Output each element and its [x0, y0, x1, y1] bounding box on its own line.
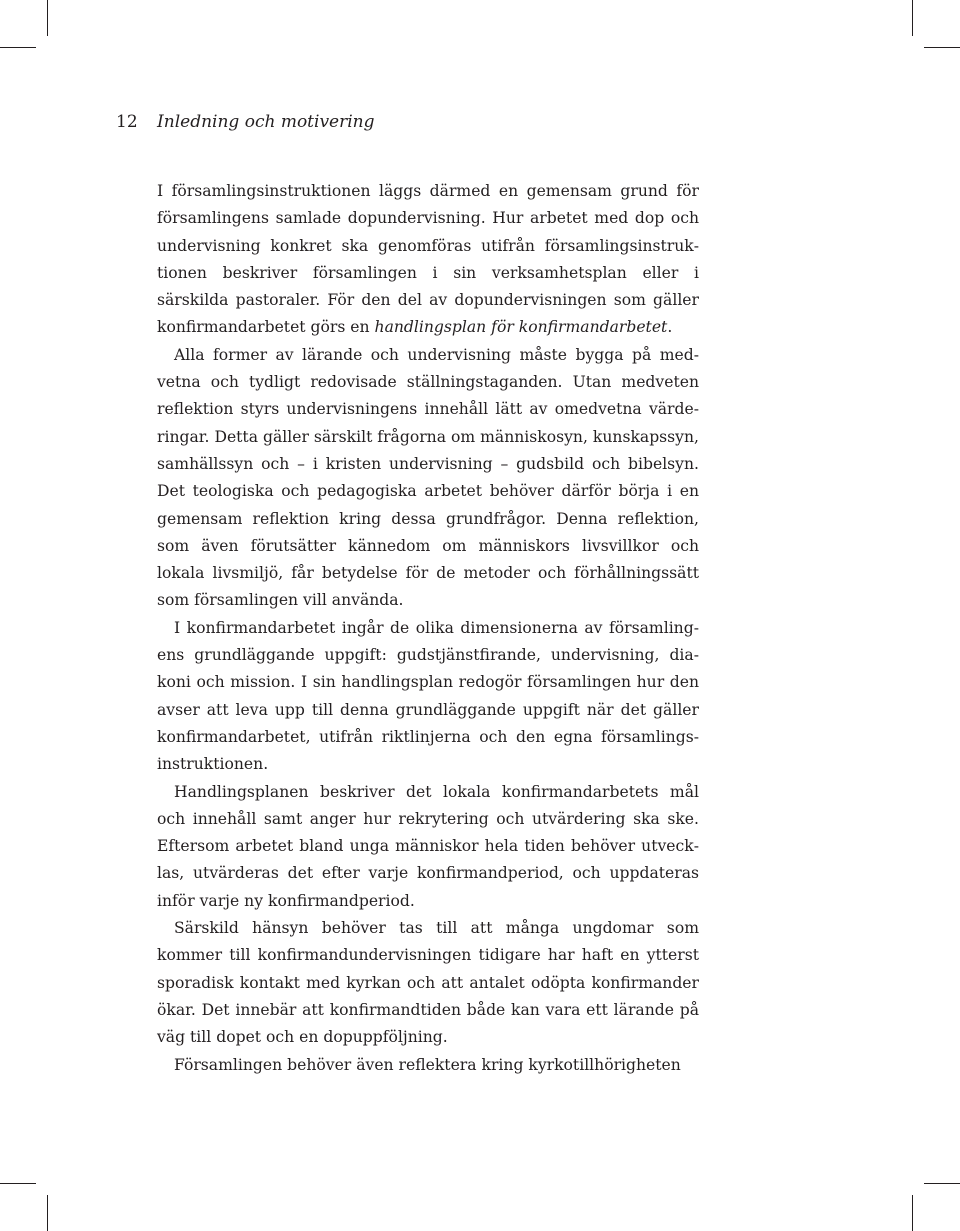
crop-mark-top-right-horizontal	[924, 47, 960, 48]
paragraph-4: Handlingsplanen beskriver det lokala konfirmandarbetets mål och innehåll samt anger hur rekrytering och utvärdering ska ske. Eftersom arbetet bland unga människor hela tiden behöver utvecklas, utvärderas det efter varje konfirmandperiod, och uppdateras inför varje ny konfirmandperiod.	[157, 782, 699, 910]
crop-mark-top-right-vertical	[912, 0, 913, 36]
crop-mark-top-left-horizontal	[0, 47, 36, 48]
paragraph-5: Särskild hänsyn behöver tas till att många ungdomar som kommer till konfirmandundervisningen tidigare har haft en ytterst sporadisk kontakt med kyrkan och att antalet odöpta konfirmander ökar. Det innebär att konfirmandtiden både kan vara ett lärande på väg till dopet och en dopuppföljning.	[157, 919, 699, 1047]
crop-mark-bottom-left-horizontal	[0, 1183, 36, 1184]
crop-mark-top-left-vertical	[47, 0, 48, 36]
running-head	[116, 112, 375, 132]
chapter-title: Inledning och motivering	[157, 112, 375, 132]
crop-mark-bottom-left-vertical	[47, 1195, 48, 1231]
crop-mark-bottom-right-vertical	[912, 1195, 913, 1231]
paragraph-3: I konfirmandarbetet ingår de olika dimensionerna av församlingens grundläggande uppgift: gudstjänstfirande, undervisning, diakoni och mission. I sin handlingsplan redogör församlingen hur den avser att leva upp till denna grundläggande uppgift när det gäller konfirmandarbetet, utifrån riktlinjerna och den egna församlingsinstruktionen.	[157, 618, 699, 774]
body-text	[157, 178, 699, 1079]
paragraph-6: Församlingen behöver även reflektera kring kyrkotillhörigheten	[174, 1055, 681, 1074]
paragraph-1-end: .	[667, 318, 673, 337]
paragraph-1	[157, 178, 699, 342]
paragraph-1-emphasis: handlingsplan för konfirmandarbetet	[374, 318, 668, 337]
paragraph-1-text: I församlingsinstruktionen läggs därmed en gemensam grund för församlingens samlade dopundervisning. Hur arbetet med dop och undervisning konkret ska genomföras utifrån församlingsinstruktionen beskriver församlingen i sin verksamhetsplan eller i särskilda pastoraler. För den del av dopundervisningen som gäller konfirmandarbetet görs en	[157, 182, 699, 337]
paragraph-2: Alla former av lärande och undervisning måste bygga på medvetna och tydligt redovisade ställningstaganden. Utan medveten reflektion styrs undervisningens innehåll lätt av omedvetna värderingar. Detta gäller särskilt frågorna om människosyn, kunskapssyn, samhällssyn och – i kristen undervisning – gudsbild och bibelsyn. Det teologiska och pedagogiska arbetet behöver därför börja i en gemensam reflektion kring dessa grundfrågor. Denna reflektion, som även förutsätter kännedom om människors livsvillkor och lokala livsmiljö, får betydelse för de metoder och förhållningssätt som församlingen vill använda.	[157, 345, 699, 610]
crop-mark-bottom-right-horizontal	[924, 1183, 960, 1184]
page-number: 12	[116, 112, 138, 132]
